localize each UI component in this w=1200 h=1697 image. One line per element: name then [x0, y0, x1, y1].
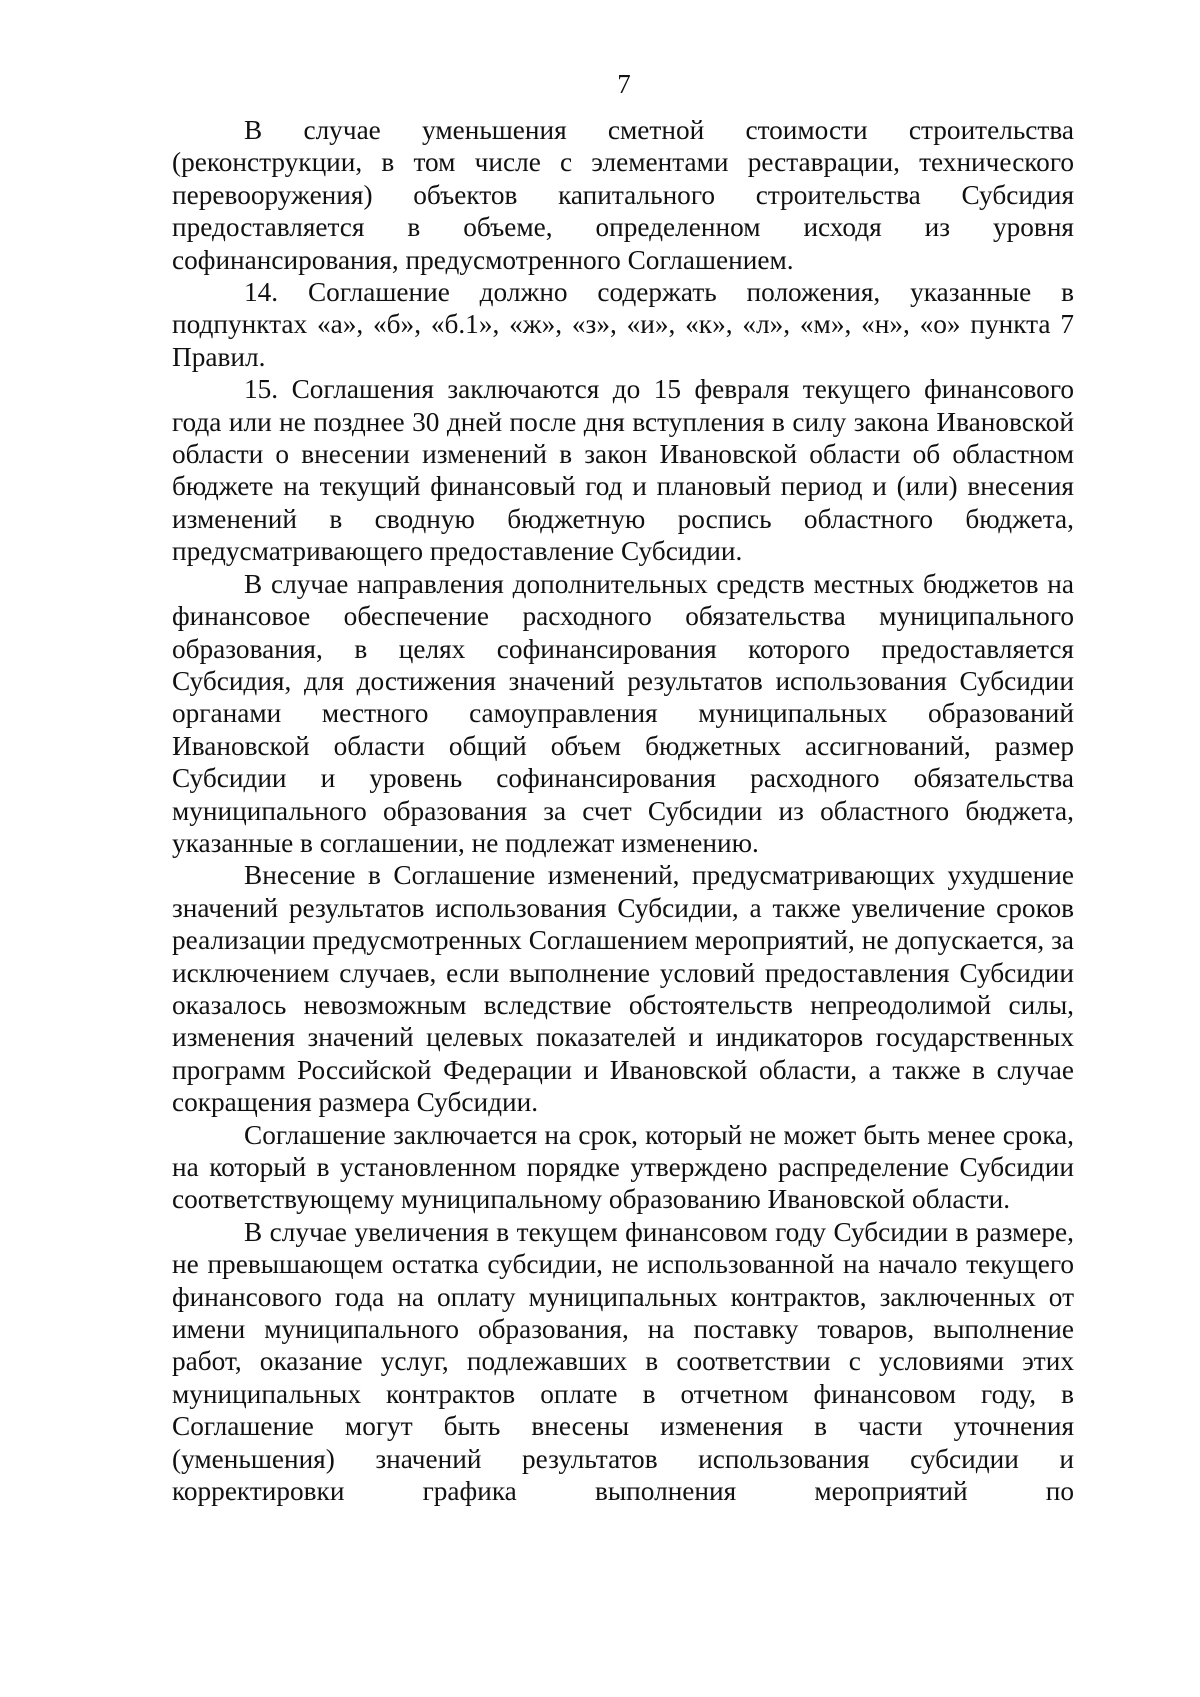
paragraph-agreement-changes: Внесение в Соглашение изменений, предусматривающих ухудшение значений результатов использования Субсидии, а также увеличение сроков реализации предусмотренных Соглашением мероприятий, не допускается, за исключением случаев, если выполнение условий предоставления Субсидии оказалось невозможным вследствие обстоятельств непреодолимой силы, изменения значений целевых показателей и индикаторов государственных программ Российской Федерации и Ивановской области, а также в случае сокращения размера Субсидии.	[172, 860, 1074, 1118]
paragraph-estimate-reduction: В случае уменьшения сметной стоимости строительства (реконструкции, в том числе с элементами реставрации, технического перевооружения) объектов капитального строительства Субсидия предоставляется в объеме, определенном исходя из уровня софинансирования, предусмотренного Соглашением.	[172, 115, 1074, 275]
paragraph-15-agreement-deadline: 15. Соглашения заключаются до 15 февраля текущего финансового года или не позднее 30 дней после дня вступления в силу закона Ивановской области о внесении изменений в закон Ивановской области об областном бюджете на текущий финансовый год и плановый период и (или) внесения изменений в сводную бюджетную роспись областного бюджета, предусматривающего предоставление Субсидии.	[172, 374, 1074, 567]
paragraph-agreement-term: Соглашение заключается на срок, который не может быть менее срока, на который в установленном порядке утверждено распределение Субсидии соответствующему муниципальному образованию Ивановской области.	[172, 1119, 1074, 1215]
document-body	[172, 114, 1074, 1507]
paragraph-subsidy-increase: В случае увеличения в текущем финансовом году Субсидии в размере, не превышающем остатка субсидии, не использованной на начало текущего финансового года на оплату муниципальных контрактов, заключенных от имени муниципального образования, на поставку товаров, выполнение работ, оказание услуг, подлежавших в соответствии с условиями этих муниципальных контрактов оплате в отчетном финансовом году, в Соглашение могут быть внесены изменения в части уточнения (уменьшения) значений результатов использования субсидии и корректировки графика выполнения мероприятий по	[172, 1216, 1074, 1507]
page-number: 7	[617, 69, 631, 99]
paragraph-additional-funds: В случае направления дополнительных средств местных бюджетов на финансовое обеспечение расходного обязательства муниципального образования, в целях софинансирования которого предоставляется Субсидия, для достижения значений результатов использования Субсидии органами местного самоуправления муниципальных образований Ивановской области общий объем бюджетных ассигнований, размер Субсидии и уровень софинансирования расходного обязательства муниципального образования за счет Субсидии из областного бюджета, указанные в соглашении, не подлежат изменению.	[172, 568, 1074, 858]
paragraph-14-agreement-provisions: 14. Соглашение должно содержать положения, указанные в подпунктах «а», «б», «б.1», «ж», «з», «и», «к», «л», «м», «н», «о» пункта 7 Правил.	[172, 277, 1074, 372]
